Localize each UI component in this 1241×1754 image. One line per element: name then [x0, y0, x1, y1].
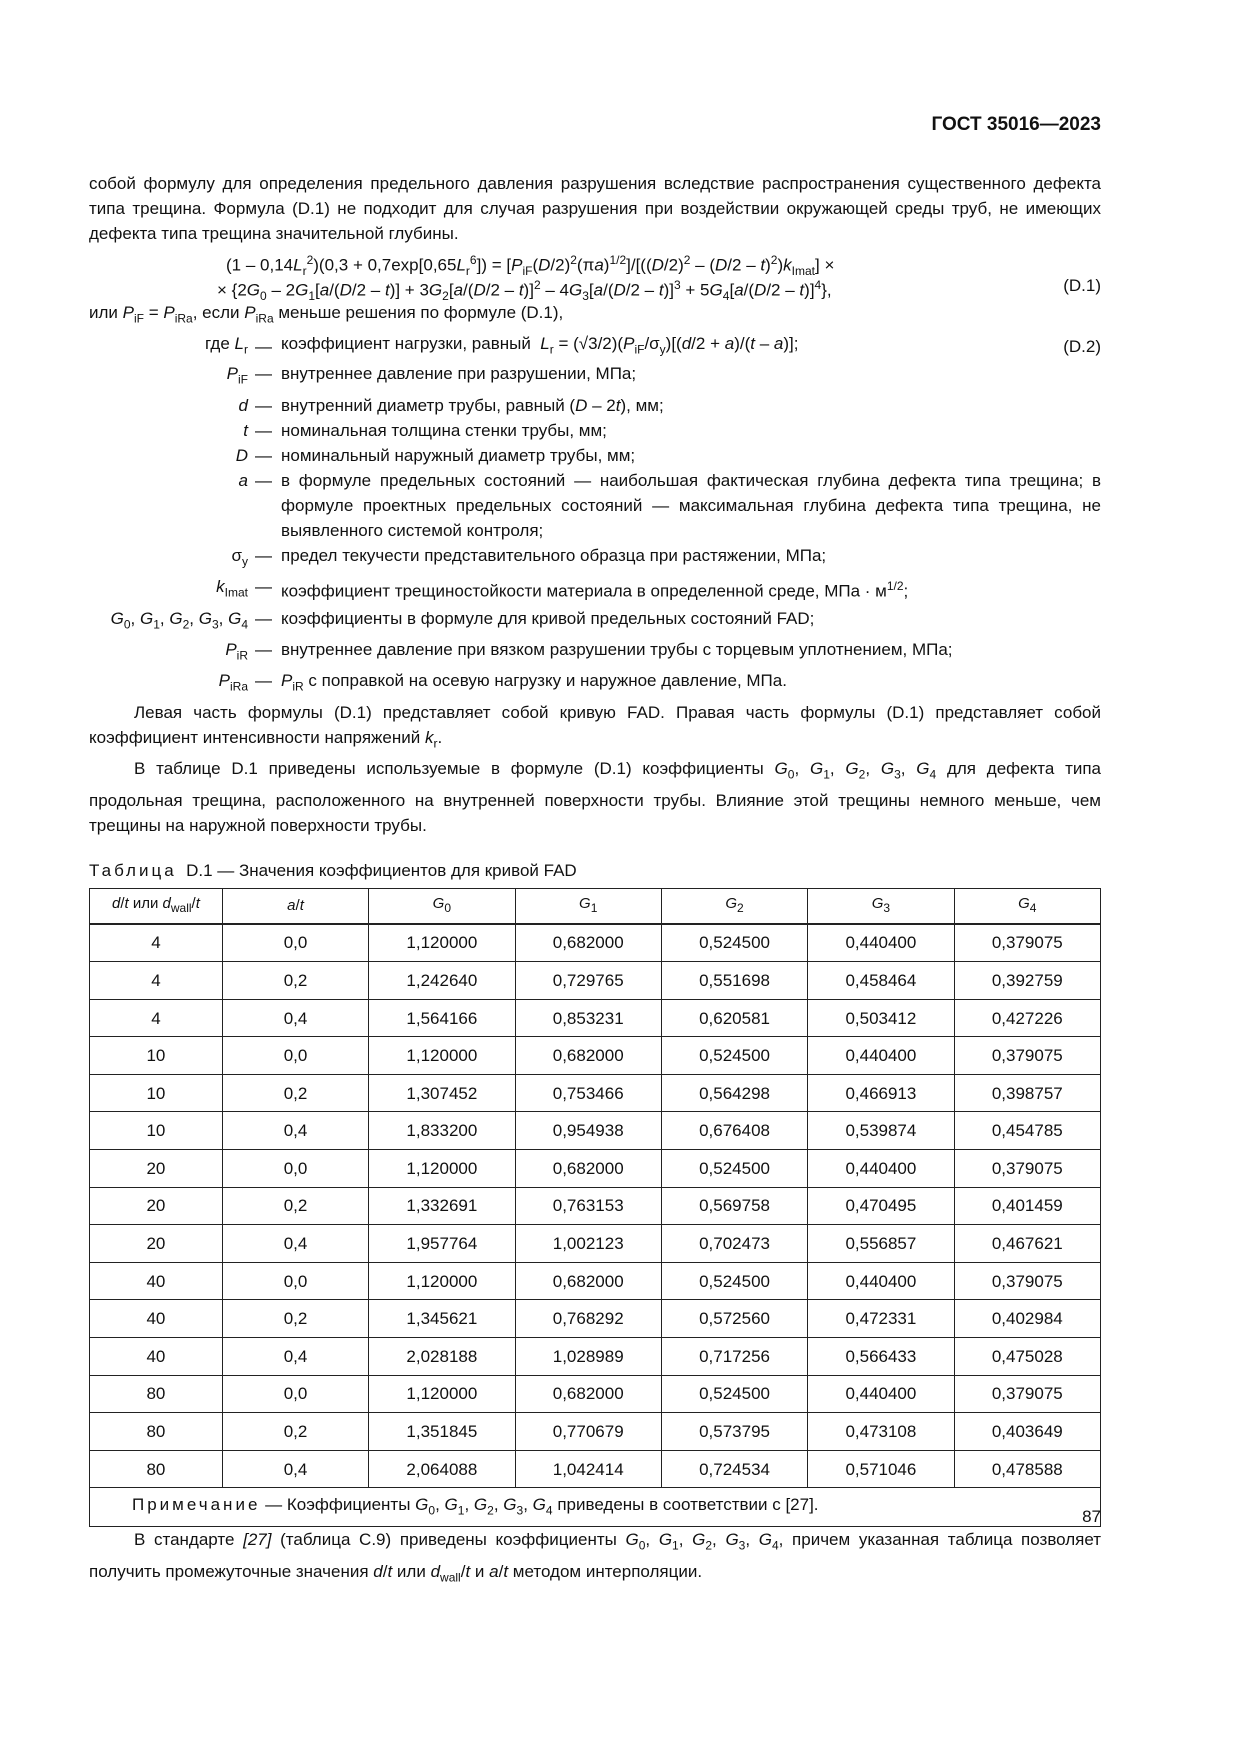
definition-text: номинальная толщина стенки трубы, мм;: [281, 420, 607, 440]
column-header-a-t: a/t: [222, 888, 368, 924]
table-cell: 80: [90, 1413, 223, 1451]
table-cell: 0,954938: [515, 1112, 661, 1150]
table-cell: 0,458464: [808, 962, 954, 1000]
table-row: [90, 1037, 1101, 1075]
table-cell: 1,332691: [369, 1187, 515, 1225]
table-cell: 0,524500: [661, 1262, 807, 1300]
table-cell: 0,440400: [808, 924, 954, 962]
table-cell: 1,345621: [369, 1300, 515, 1338]
table-row: [90, 1338, 1101, 1376]
table-cell: 0,379075: [954, 1037, 1100, 1075]
table-cell: 1,957764: [369, 1225, 515, 1263]
table-cell: 0,379075: [954, 1150, 1100, 1188]
table-cell: 0,379075: [954, 1262, 1100, 1300]
where-word: где: [204, 333, 230, 353]
table-cell: 0,539874: [808, 1112, 954, 1150]
table-cell: 4: [90, 924, 223, 962]
table-cell: 0,473108: [808, 1413, 954, 1451]
table-cell: 0,4: [222, 1225, 368, 1263]
table-cell: 1,120000: [369, 1262, 515, 1300]
table-row: [90, 1262, 1101, 1300]
definition-a: a — в формуле предельных состояний — наибольшая фактическая глубина дефекта типа трещина; в формуле проектных предельных состояний — максимальная глубина дефекта типа трещина, не выявленного системой контроля;: [89, 468, 1101, 543]
table-cell: 0,729765: [515, 962, 661, 1000]
equation-number-d1: (D.1): [1063, 276, 1101, 295]
table-cell: 0,524500: [661, 1375, 807, 1413]
table-cell: 20: [90, 1187, 223, 1225]
definition-text: коэффициенты в формуле для кривой предельных состояний FAD;: [281, 608, 815, 628]
table-cell: 10: [90, 1037, 223, 1075]
table-cell: 0,682000: [515, 1037, 661, 1075]
table-cell: 0,524500: [661, 924, 807, 962]
table-cell: 0,682000: [515, 924, 661, 962]
table-cell: 0,2: [222, 1300, 368, 1338]
intro-paragraph: собой формулу для определения предельного давления разрушения вследствие распространения существенного дефекта типа трещина. Формула (D.1) не подходит для случая разрушения при воздействии окружающей среды труб, не имеющих дефекта типа трещина значительной глубины.: [89, 174, 1101, 243]
column-header-ratio: d/t или $d_{wall}/t$: [90, 888, 223, 924]
table-cell: 0,573795: [661, 1413, 807, 1451]
definition-kimat: $k_{Imat}$ — коэффициент трещиностойкости материала в определенной среде, МПа · $м^{1/2}$;: [216, 577, 909, 601]
table-cell: 0,724534: [661, 1450, 807, 1488]
table-row: [90, 999, 1101, 1037]
table-cell: 0,379075: [954, 1375, 1100, 1413]
definition-text: предел текучести представительного образца при растяжении, МПа;: [281, 545, 827, 565]
table-intro-paragraph: В таблице D.1 приведены используемые в формуле (D.1) коэффициенты $G_0$, $G_1$, $G_2$, $G_3$, $G_4$ для дефекта типа продольная трещина, расположенного на внутренней поверхности трубы. Влияние этой трещины немного меньше, чем трещины на наружной поверхности трубы.: [89, 759, 1102, 835]
table-cell: 0,440400: [808, 1262, 954, 1300]
definition-text: внутреннее давление при разрушении, МПа;: [281, 364, 637, 384]
table-cell: 0,440400: [808, 1037, 954, 1075]
table-cell: 0,427226: [954, 999, 1100, 1037]
table-cell: 0,4: [222, 1338, 368, 1376]
table-cell: 0,770679: [515, 1413, 661, 1451]
table-cell: 0,0: [222, 1150, 368, 1188]
table-cell: 1,120000: [369, 1037, 515, 1075]
table-cell: 0,475028: [954, 1338, 1100, 1376]
table-cell: 0,571046: [808, 1450, 954, 1488]
table-cell: 0,392759: [954, 962, 1100, 1000]
table-cell: 40: [90, 1262, 223, 1300]
table-cell: 0,524500: [661, 1150, 807, 1188]
definition-text: внутреннее давление при вязком разрушении трубы с торцевым уплотнением, МПа;: [281, 639, 953, 659]
table-row: [90, 1187, 1101, 1225]
table-cell: 1,120000: [369, 924, 515, 962]
table-cell: 2,028188: [369, 1338, 515, 1376]
definitions-list: [89, 331, 1101, 699]
table-cell: 0,682000: [515, 1375, 661, 1413]
table-cell: 0,398757: [954, 1074, 1100, 1112]
table-row: [90, 924, 1101, 962]
table-cell: 0,0: [222, 1262, 368, 1300]
table-cell: 1,833200: [369, 1112, 515, 1150]
table-caption-label: Таблица: [89, 860, 177, 880]
table-cell: 0,682000: [515, 1262, 661, 1300]
formula-d1-line2: × $\{2G_0 - 2G_1[a/(D/2 - t)] + 3G_2[a/(D/2 - t)]^2 - 4G_3[a/(D/2 - t)]^3 + 5G_4[a/(D/2 - t)]^4\}$, (D.1): [89, 273, 1101, 298]
column-header-g2: $G_2$: [661, 888, 807, 924]
table-cell: 0,440400: [808, 1150, 954, 1188]
table-cell: 0,676408: [661, 1112, 807, 1150]
table-cell: 2,064088: [369, 1450, 515, 1488]
definition-pira: $P_{iRa}$ — $P_{iR}$ с поправкой на осевую нагрузку и наружное давление, МПа.: [218, 671, 787, 694]
table-cell: 10: [90, 1074, 223, 1112]
table-cell: 0,472331: [808, 1300, 954, 1338]
definition-pir: $P_{iR}$ — внутреннее давление при вязком разрушении трубы с торцевым уплотнением, МПа;: [89, 637, 1101, 668]
table-row: [90, 1150, 1101, 1188]
table-cell: 0,551698: [661, 962, 807, 1000]
table-cell: 0,478588: [954, 1450, 1100, 1488]
table-cell: 4: [90, 999, 223, 1037]
table-cell: 10: [90, 1112, 223, 1150]
table-cell: 0,569758: [661, 1187, 807, 1225]
table-cell: 0,467621: [954, 1225, 1100, 1263]
table-cell: 0,2: [222, 1074, 368, 1112]
definition-sigma-y: $\sigma_y$ — предел текучести представительного образца при растяжении, МПа;: [89, 543, 1101, 574]
table-cell: 0,466913: [808, 1074, 954, 1112]
table-row: [90, 962, 1101, 1000]
definition-text: в формуле предельных состояний — наибольшая фактическая глубина дефекта типа трещина; в формуле проектных предельных состояний — максимальная глубина дефекта типа трещина, не выявленного системой контроля;: [281, 470, 1101, 540]
table-cell: 0,4: [222, 999, 368, 1037]
table-cell: 40: [90, 1338, 223, 1376]
table-cell: 1,028989: [515, 1338, 661, 1376]
table-cell: 0,682000: [515, 1150, 661, 1188]
table-header-row: [90, 888, 1101, 924]
table-note-label: Примечание: [132, 1494, 261, 1514]
definition-g-coefficients: $G_0$, $G_1$, $G_2$, $G_3$, $G_4$ — коэффициенты в формуле для кривой предельных состояний FAD;: [89, 606, 1101, 637]
closing-paragraph: В стандарте [27] (таблица С.9) приведены коэффициенты $G_0$, $G_1$, $G_2$, $G_3$, $G_4$, причем указанная таблица позволяет получить промежуточные значения d/t или $d_{wall}/t$ и a/t методом интерполяции.: [89, 1530, 1102, 1585]
table-cell: 0,403649: [954, 1413, 1100, 1451]
table-cell: 0,0: [222, 1037, 368, 1075]
page-body: [89, 171, 1101, 1590]
column-header-g0: $G_0$: [369, 888, 515, 924]
column-header-g4: $G_4$: [954, 888, 1100, 924]
table-cell: 0,853231: [515, 999, 661, 1037]
table-row: [90, 1225, 1101, 1263]
table-cell: 1,307452: [369, 1074, 515, 1112]
table-cell: 0,556857: [808, 1225, 954, 1263]
definition-lr: где $L_r$ — коэффициент нагрузки, равный $L_r = (√3/2)(P_{iF}/\sigma_y)[(d/2 + a)/(t - a)]$; (D.2): [89, 331, 1101, 361]
page-number: 87: [1082, 1507, 1101, 1526]
table-cell: 40: [90, 1300, 223, 1338]
table-cell: 1,042414: [515, 1450, 661, 1488]
definition-t: t — номинальная толщина стенки трубы, мм;: [89, 418, 1101, 443]
standard-header: ГОСТ 35016—2023: [931, 114, 1101, 135]
table-cell: 0,572560: [661, 1300, 807, 1338]
formula-d1-line1: $(1 - 0,14L_r^2)(0,3 + 0,7\exp[0,65L_r^6]) = [P_{iF}(D/2)^2(\pi a)^{1/2}]/[((D/2)^2 - (D/2 - t)^2)k_{Imat}]$ ×: [226, 253, 835, 279]
table-cell: 0,768292: [515, 1300, 661, 1338]
or-condition-text: или $P_{iF} = P_{iRa}$, если $P_{iRa}$ меньше решения по формуле (D.1),: [89, 303, 564, 326]
table-cell: 80: [90, 1375, 223, 1413]
table-cell: 1,351845: [369, 1413, 515, 1451]
table-cell: 0,0: [222, 924, 368, 962]
table-row: [90, 1074, 1101, 1112]
definition-text: с поправкой на осевую нагрузку и наружное давление, МПа.: [308, 671, 787, 691]
column-header-g1: $G_1$: [515, 888, 661, 924]
table-cell: 0,470495: [808, 1187, 954, 1225]
table-row: [90, 1413, 1101, 1451]
table-cell: 0,2: [222, 962, 368, 1000]
table-cell: 0,0: [222, 1375, 368, 1413]
table-note-row: [90, 1488, 1101, 1527]
table-cell: 1,120000: [369, 1375, 515, 1413]
definition-text: коэффициент нагрузки, равный: [281, 333, 531, 353]
definition-text: номинальный наружный диаметр трубы, мм;: [281, 445, 636, 465]
table-body: [90, 924, 1101, 1488]
table-cell: 20: [90, 1225, 223, 1263]
table-cell: 1,002123: [515, 1225, 661, 1263]
table-cell: 0,753466: [515, 1074, 661, 1112]
table-cell: 0,454785: [954, 1112, 1100, 1150]
definition-d-outer: D — номинальный наружный диаметр трубы, мм;: [89, 443, 1101, 468]
definition-text: коэффициент трещиностойкости материала в определенной среде, МПа · м: [281, 581, 887, 601]
column-header-g3: $G_3$: [808, 888, 954, 924]
table-row: [90, 1300, 1101, 1338]
table-note: Примечание — Коэффициенты $G_0$, $G_1$, $G_2$, $G_3$, $G_4$ приведены в соответствии с [27].: [90, 1488, 1101, 1527]
equation-number-d2: (D.2): [1063, 337, 1101, 357]
table-cell: 0,2: [222, 1187, 368, 1225]
table-cell: 0,440400: [808, 1375, 954, 1413]
table-cell: 0,4: [222, 1112, 368, 1150]
table-caption: [89, 858, 1101, 883]
table-caption-text: D.1 — Значения коэффициентов для кривой FAD: [186, 860, 577, 880]
table-row: [90, 1375, 1101, 1413]
definition-pif: $P_{iF}$ — внутреннее давление при разрушении, МПа;: [89, 361, 1101, 392]
table-cell: 0,402984: [954, 1300, 1100, 1338]
fad-left-side-paragraph: Левая часть формулы (D.1) представляет собой кривую FAD. Правая часть формулы (D.1) представляет собой коэффициент интенсивности напряжений $k_r$.: [89, 702, 1101, 751]
table-cell: 80: [90, 1450, 223, 1488]
table-cell: 0,717256: [661, 1338, 807, 1376]
table-cell: 0,566433: [808, 1338, 954, 1376]
table-cell: 0,620581: [661, 999, 807, 1037]
table-cell: 0,2: [222, 1413, 368, 1451]
table-cell: 1,564166: [369, 999, 515, 1037]
table-cell: 0,401459: [954, 1187, 1100, 1225]
table-cell: 1,242640: [369, 962, 515, 1000]
definition-d-inner: d — внутренний диаметр трубы, равный (D – 2t), мм;: [238, 395, 664, 415]
table-cell: 0,379075: [954, 924, 1100, 962]
table-cell: 0,4: [222, 1450, 368, 1488]
table-cell: 0,564298: [661, 1074, 807, 1112]
table-cell: 4: [90, 962, 223, 1000]
table-cell: 0,503412: [808, 999, 954, 1037]
table-row: [90, 1450, 1101, 1488]
table-cell: 0,702473: [661, 1225, 807, 1263]
table-cell: 1,120000: [369, 1150, 515, 1188]
table-cell: 20: [90, 1150, 223, 1188]
fad-coefficients-table: [89, 888, 1101, 1528]
table-row: [90, 1112, 1101, 1150]
table-cell: 0,524500: [661, 1037, 807, 1075]
table-cell: 0,763153: [515, 1187, 661, 1225]
